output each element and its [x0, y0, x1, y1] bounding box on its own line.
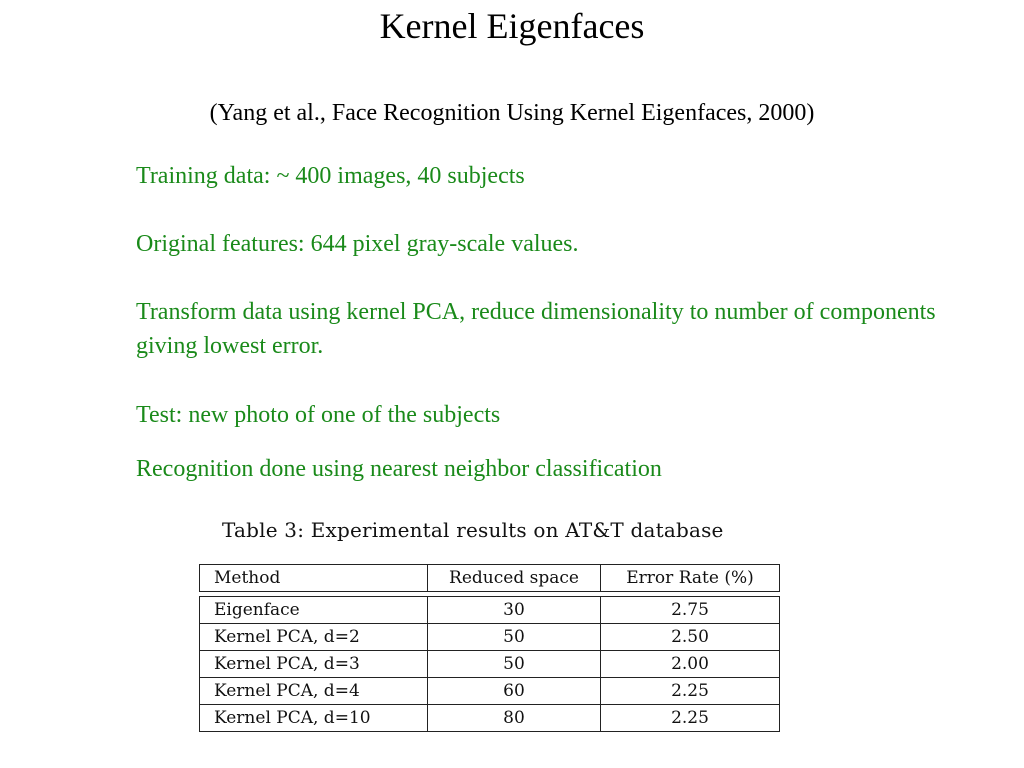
table-caption: Table 3: Experimental results on AT&T database — [222, 518, 724, 542]
cell-method: Kernel PCA, d=3 — [200, 651, 428, 678]
table-row — [200, 597, 780, 624]
cell-error-rate: 2.75 — [601, 597, 780, 624]
header-reduced-space: Reduced space — [428, 565, 601, 592]
results-table-body — [199, 596, 780, 732]
cell-method: Kernel PCA, d=10 — [200, 705, 428, 732]
cell-error-rate: 2.25 — [601, 705, 780, 732]
cell-method: Eigenface — [200, 597, 428, 624]
cell-reduced-space: 60 — [428, 678, 601, 705]
header-error-rate: Error Rate (%) — [601, 565, 780, 592]
cell-method: Kernel PCA, d=2 — [200, 624, 428, 651]
cell-error-rate: 2.00 — [601, 651, 780, 678]
bullet-original-features: Original features: 644 pixel gray-scale values. — [136, 231, 579, 257]
cell-reduced-space: 50 — [428, 624, 601, 651]
table-header-row — [200, 565, 780, 592]
slide-title: Kernel Eigenfaces — [379, 6, 645, 46]
table-row — [200, 678, 780, 705]
table-row — [200, 624, 780, 651]
cell-error-rate: 2.50 — [601, 624, 780, 651]
bullet-test: Test: new photo of one of the subjects — [136, 402, 501, 428]
cell-reduced-space: 80 — [428, 705, 601, 732]
cell-method: Kernel PCA, d=4 — [200, 678, 428, 705]
bullet-training-data: Training data: ~ 400 images, 40 subjects — [136, 163, 525, 189]
bullet-recognition: Recognition done using nearest neighbor classification — [136, 456, 662, 482]
table-row — [200, 705, 780, 732]
cell-reduced-space: 30 — [428, 597, 601, 624]
header-method: Method — [200, 565, 428, 592]
citation: (Yang et al., Face Recognition Using Kernel Eigenfaces, 2000) — [209, 100, 815, 126]
results-table-header — [199, 564, 780, 592]
table-row — [200, 651, 780, 678]
bullet-transform-data: Transform data using kernel PCA, reduce dimensionality to number of components giving lowest error. — [136, 299, 936, 359]
cell-error-rate: 2.25 — [601, 678, 780, 705]
cell-reduced-space: 50 — [428, 651, 601, 678]
